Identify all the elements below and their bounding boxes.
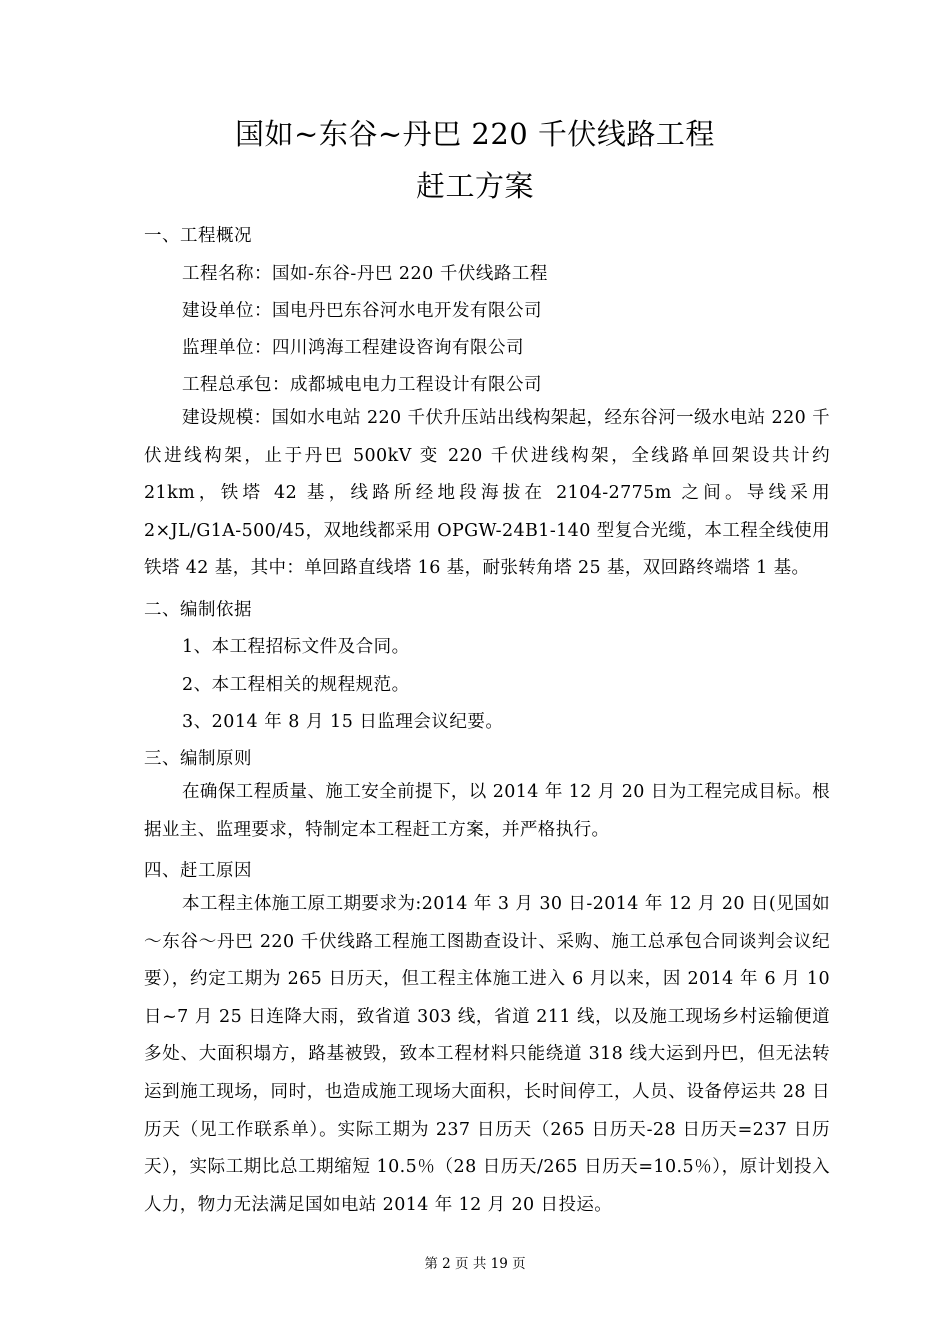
supervisor-line: 监理单位：四川鸿海工程建设咨询有限公司 xyxy=(182,338,524,358)
section-heading-reason: 四、赶工原因 xyxy=(144,861,252,881)
basis-item-1: 1、本工程招标文件及合同。 xyxy=(182,637,410,657)
section-heading-overview: 一、工程概况 xyxy=(144,226,252,246)
project-name-line: 工程名称：国如-东谷-丹巴 220 千伏线路工程 xyxy=(182,264,548,284)
reason-paragraph: 本工程主体施工原工期要求为:2014 年 3 月 30 日-2014 年 12 月 20 日(见国如～东谷～丹巴 220 千伏线路工程施工图勘查设计、采购、施工总承包合同谈判会议纪要），约定工期为 265 日历天，但工程主体施工进入 6 月以来，因 2014 年 6 月 10 日~7 月 25 日连降大雨，致省道 303 线，省道 211 线，以及施工现场乡村运输便道多处、大面积塌方，路基被毁，致本工程材料只能绕道 318 线大运到丹巴，但无法转运到施工现场，同时，也造成施工现场大面积，长时间停工，人员、设备停运共 28 日历天（见工作联系单）。实际工期为 237 日历天（265 日历天-28 日历天=237 日历天），实际工期比总工期缩短 10.5％（28 日历天/265 日历天=10.5％），原计划投入人力，物力无法满足国如电站 2014 年 12 月 20 日投运。 xyxy=(144,894,830,1215)
builder-line: 建设单位：国电丹巴东谷河水电开发有限公司 xyxy=(182,301,542,321)
principle-paragraph: 在确保工程质量、施工安全前提下，以 2014 年 12 月 20 日为工程完成目标。根据业主、监理要求，特制定本工程赶工方案，并严格执行。 xyxy=(144,782,830,840)
section-heading-basis: 二、编制依据 xyxy=(144,600,252,620)
document-title: 国如~东谷~丹巴 220 千伏线路工程 xyxy=(235,117,715,151)
document-subtitle: 赶工方案 xyxy=(415,169,534,203)
basis-item-3: 3、2014 年 8 月 15 日监理会议纪要。 xyxy=(182,712,504,732)
scale-paragraph: 建设规模：国如水电站 220 千伏升压站出线构架起，经东谷河一级水电站 220 千伏进线构架，止于丹巴 500kV 变 220 千伏进线构架，全线路单回架设共计约 21km，铁塔 42 基，线路所经地段海拔在 2104-2775m 之间。导线采用 2×JL/G1A-500/45，双地线都采用 OPGW-24B1-140 型复合光缆，本工程全线使用铁塔 42 基，其中：单回路直线塔 16 基，耐张转角塔 25 基，双回路终端塔 1 基。 xyxy=(144,408,830,579)
page-footer: 第 2 页 共 19 页 xyxy=(424,1256,526,1272)
contractor-line: 工程总承包：成都城电电力工程设计有限公司 xyxy=(182,375,542,395)
section-heading-principle: 三、编制原则 xyxy=(144,749,252,769)
basis-item-2: 2、本工程相关的规程规范。 xyxy=(182,675,410,695)
